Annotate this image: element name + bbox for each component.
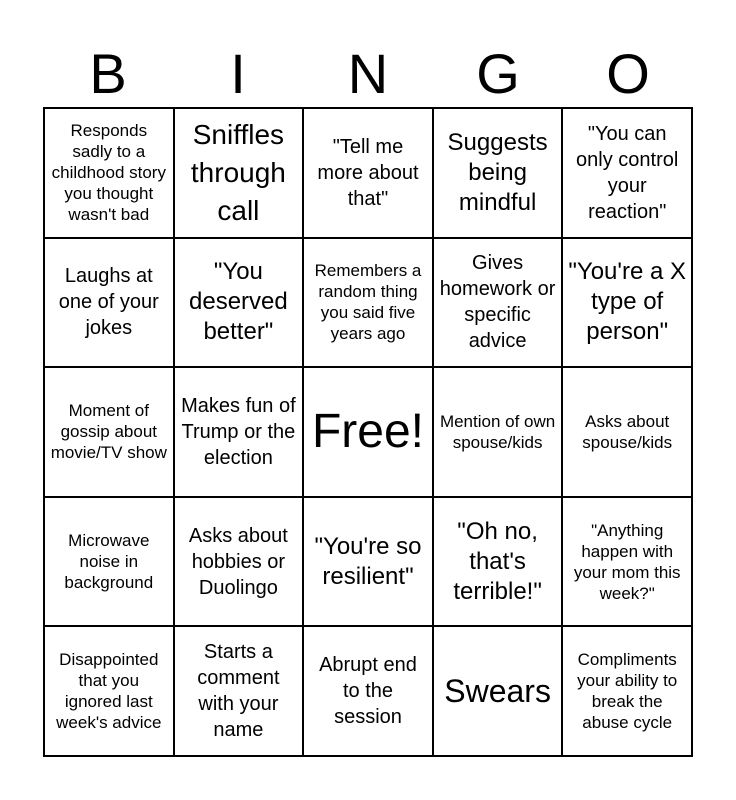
bingo-cell-r5c1[interactable]	[44, 626, 174, 756]
cell-text: Laughs at one of your jokes	[58, 265, 159, 340]
cell-text: Remembers a random thing you said five years ago	[314, 261, 422, 344]
bingo-header	[43, 40, 693, 108]
bingo-cell-r4c3[interactable]	[303, 497, 433, 627]
bingo-cell-r1c3[interactable]	[303, 108, 433, 238]
bingo-cell-r4c2[interactable]	[174, 497, 304, 627]
bingo-cell-free[interactable]	[303, 367, 433, 497]
header-letter-b: B	[89, 42, 127, 105]
cell-text: "Anything happen with your mom this week?"	[573, 520, 681, 603]
cell-text: Microwave noise in background	[64, 531, 154, 593]
cell-text: Moment of gossip about movie/TV show	[50, 401, 167, 463]
bingo-cell-r5c2[interactable]	[174, 626, 304, 756]
free-space-label: Free!	[311, 404, 424, 458]
bingo-cell-r5c3[interactable]	[303, 626, 433, 756]
header-letter-i: I	[230, 42, 246, 105]
bingo-cell-r1c2[interactable]	[174, 108, 304, 238]
cell-text: "You can only control your reaction"	[576, 122, 679, 223]
bingo-cell-r5c5[interactable]	[562, 626, 692, 756]
bingo-cell-r2c3[interactable]	[303, 238, 433, 368]
cell-text: Starts a comment with your name	[197, 641, 280, 742]
cell-text: "You deserved better"	[189, 258, 288, 346]
bingo-cell-r2c5[interactable]	[562, 238, 692, 368]
bingo-cell-r3c5[interactable]	[562, 367, 692, 497]
cell-text: "Tell me more about that"	[317, 135, 419, 210]
bingo-cell-r2c4[interactable]	[433, 238, 563, 368]
bingo-cell-r3c1[interactable]	[44, 367, 174, 497]
cell-text: Gives homework or specific advice	[439, 252, 556, 353]
cell-text: Abrupt end to the session	[319, 654, 417, 729]
cell-text: Disappointed that you ignored last week's advice	[56, 650, 162, 733]
bingo-cell-r2c1[interactable]	[44, 238, 174, 368]
bingo-cell-r3c4[interactable]	[433, 367, 563, 497]
bingo-cell-r2c2[interactable]	[174, 238, 304, 368]
bingo-cell-r4c1[interactable]	[44, 497, 174, 627]
cell-text: "You're so resilient"	[314, 532, 422, 590]
bingo-cell-r5c4[interactable]	[433, 626, 563, 756]
cell-text: Mention of own spouse/kids	[439, 411, 556, 452]
cell-text: Makes fun of Trump or the election	[181, 394, 296, 469]
bingo-board	[43, 107, 693, 757]
cell-text: Sniffles through call	[190, 118, 286, 226]
bingo-cell-r1c4[interactable]	[433, 108, 563, 238]
bingo-cell-r4c5[interactable]	[562, 497, 692, 627]
header-letter-n: N	[347, 42, 389, 105]
bingo-cell-r1c5[interactable]	[562, 108, 692, 238]
cell-text: Responds sadly to a childhood story you thought wasn't bad	[51, 121, 166, 225]
cell-text: Swears	[444, 673, 551, 710]
bingo-cell-r4c4[interactable]	[433, 497, 563, 627]
cell-text: Suggests being mindful	[447, 128, 548, 216]
bingo-cell-r1c1[interactable]	[44, 108, 174, 238]
cell-text: Compliments your ability to break the abuse cycle	[577, 650, 678, 733]
cell-text: Asks about spouse/kids	[582, 411, 673, 452]
cell-text: "You're a X type of person"	[568, 258, 687, 346]
header-letter-o: O	[606, 42, 650, 105]
header-letter-g: G	[476, 42, 520, 105]
cell-text: "Oh no, that's terrible!"	[453, 517, 542, 605]
bingo-cell-r3c2[interactable]	[174, 367, 304, 497]
cell-text: Asks about hobbies or Duolingo	[188, 524, 288, 599]
